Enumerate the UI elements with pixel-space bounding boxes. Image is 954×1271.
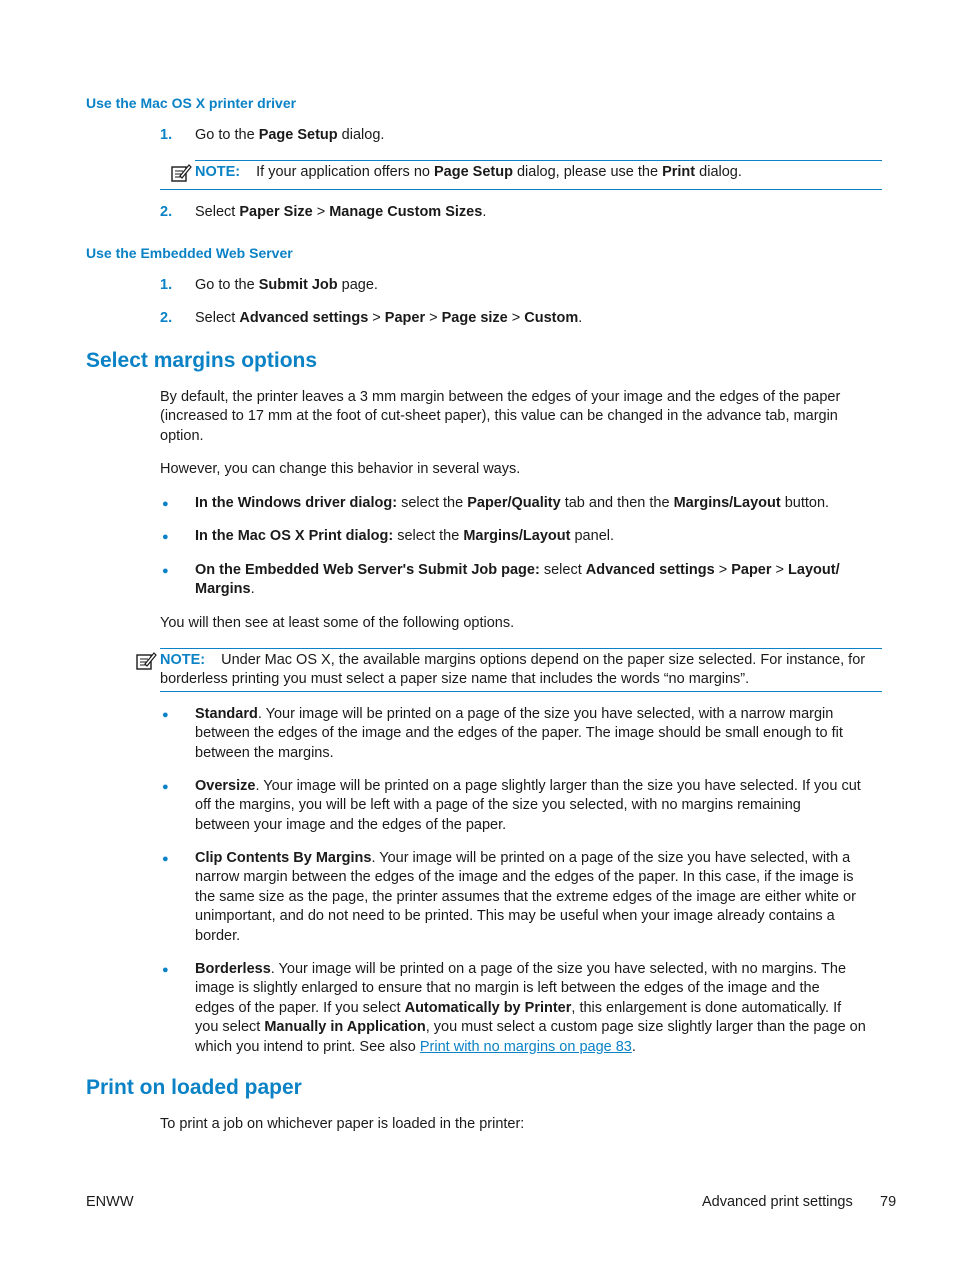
option-borderless: Borderless. Your image will be printed on a page of the size you have selected, with no margins. The image is slightly enlarged to ensure that no margin is left between the edges of the image and the edges of the paper. If you select Automatically by Printer, this enlargement is done automatically. If you select Manually in Application, you must select a custom page size slightly larger than the page on which you intend to print. See also Print with no margins on page 83. — [195, 961, 866, 1055]
bullet: ● — [162, 531, 169, 543]
option-oversize: Oversize. Your image will be printed on a page slightly larger than the size you have selected. If you cut off the margins, you will be left with a page of the size you selected, with no margins remaining between your image and the edges of the paper. — [195, 778, 861, 833]
bullet: ● — [162, 565, 169, 577]
margins-intro: By default, the printer leaves a 3 mm margin between the edges of your image and the edges of the paper (increased to 17 mm at the foot of cut-sheet paper), this value can be changed in the advance tab, margin option. — [160, 389, 841, 444]
note-rule-bottom — [160, 189, 882, 190]
note-rule-top — [195, 160, 882, 161]
loaded-paper-intro: To print a job on whichever paper is loaded in the printer: — [160, 1116, 525, 1132]
bullet: ● — [162, 853, 169, 865]
bullet: ● — [162, 781, 169, 793]
step-number: 1. — [160, 127, 173, 143]
mac-step-1: 1. Go to the Page Setup dialog. — [160, 126, 384, 145]
link-print-no-margins[interactable]: Print with no margins on page 83 — [419, 1038, 632, 1055]
ews-step-2: 2. Select Advanced settings > Paper > Page size > Custom. — [160, 309, 582, 328]
ews-step-1: 1. Go to the Submit Job page. — [160, 276, 378, 295]
bullet: ● — [162, 498, 169, 510]
step-number: 2. — [160, 204, 173, 220]
page-number: 79 — [880, 1194, 897, 1210]
note-rule-bottom — [160, 691, 882, 692]
note-label: NOTE: — [160, 652, 206, 668]
step-number: 1. — [160, 277, 173, 293]
margins-p2: However, you can change this behavior in several ways. — [160, 461, 521, 477]
note-rule-top — [160, 648, 882, 649]
bullet-mac: In the Mac OS X Print dialog: select the Margins/Layout panel. — [195, 528, 615, 544]
margins-note: NOTE: Under Mac OS X, the available margins options depend on the paper size selected. For instance, for borderless printing you must select a paper size name that includes the words “no margins”. — [160, 652, 866, 688]
option-clip-contents: Clip Contents By Margins. Your image will be printed on a page of the size you have selected, with a narrow margin between the edges of the image and the edges of the paper. In this case, if the image is the same size as the page, the printer assumes that the extreme edges of the image are either white or unimportant, and do not need to be printed. This may be useful when your image already contains a border. — [195, 850, 856, 944]
option-standard: Standard. Your image will be printed on a page of the size you have selected, with a narrow margin between the edges of the image and the edges of the paper. The image should be small enough to fit between the margins. — [195, 706, 843, 761]
section-heading-margins: Select margins options — [86, 349, 318, 372]
mac-step-2: 2. Select Paper Size > Manage Custom Sizes. — [160, 203, 486, 222]
note-icon — [170, 162, 192, 184]
footer-section: Advanced print settings — [702, 1194, 853, 1210]
mac-note: NOTE: If your application offers no Page Setup dialog, please use the Print dialog. — [195, 164, 742, 180]
bullet-ews: On the Embedded Web Server's Submit Job page: select Advanced settings > Paper > Layout/ Margins. — [195, 562, 840, 598]
note-icon — [135, 650, 157, 672]
bullet: ● — [162, 964, 169, 976]
section-heading-loaded-paper: Print on loaded paper — [86, 1076, 302, 1099]
margins-p3: You will then see at least some of the following options. — [160, 615, 515, 631]
step-number: 2. — [160, 310, 173, 326]
subheading-ews: Use the Embedded Web Server — [86, 245, 293, 261]
subheading-mac-driver: Use the Mac OS X printer driver — [86, 95, 297, 111]
footer-left: ENWW — [86, 1194, 134, 1210]
bullet-windows: In the Windows driver dialog: select the Paper/Quality tab and then the Margins/Layout button. — [195, 495, 830, 511]
note-label: NOTE: — [195, 164, 241, 180]
bullet: ● — [162, 709, 169, 721]
